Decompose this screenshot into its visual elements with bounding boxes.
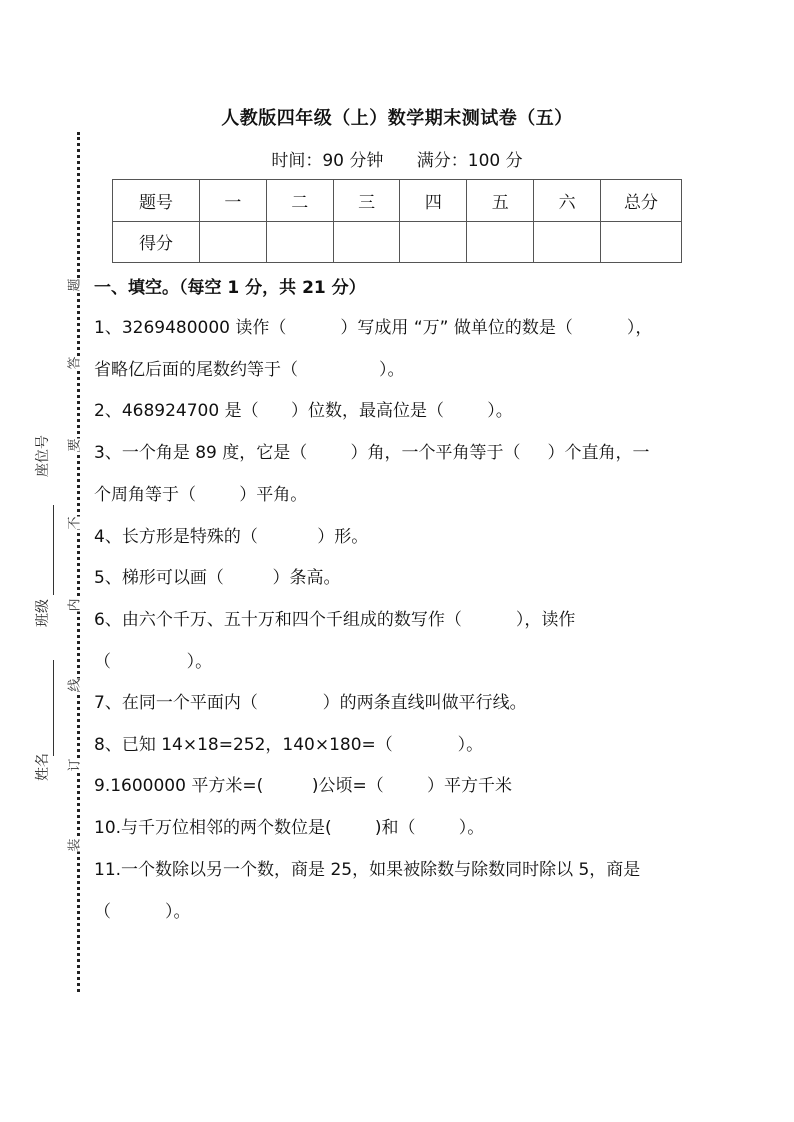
score-cell-col-6: 六 — [534, 180, 601, 222]
binding-char-4: 不 — [67, 516, 83, 530]
score-entry-2[interactable] — [266, 221, 333, 263]
binding-char-3: 要 — [67, 438, 83, 452]
binding-char-8: 装 — [67, 838, 83, 852]
binding-char-6: 线 — [67, 678, 83, 692]
score-table-header-row — [113, 180, 682, 222]
score-entry-total[interactable] — [601, 221, 682, 263]
score-cell-col-3: 三 — [333, 180, 400, 222]
score-cell-col-5: 五 — [467, 180, 534, 222]
exam-full-score: 满分：100 分 — [416, 151, 523, 171]
binding-char-2: 答 — [67, 356, 83, 370]
score-entry-6[interactable] — [534, 221, 601, 263]
class-label: 班级 — [35, 599, 51, 627]
score-entry-3[interactable] — [333, 221, 400, 263]
score-table — [112, 179, 682, 263]
section-heading-fill-blank: 一、填空。（每空 1 分，共 21 分） — [94, 278, 366, 298]
question-6-line-1: 6、由六个千万、五十万和四个千组成的数写作（ ），读作 — [94, 610, 576, 630]
question-11-line-1: 11.一个数除以另一个数，商是 25，如果被除数与除数同时除以 5，商是 — [94, 860, 641, 880]
seat-number-label: 座位号 — [35, 435, 51, 477]
binding-char-5: 内 — [67, 598, 83, 612]
question-1-line-1: 1、3269480000 读作（ ）写成用 “万” 做单位的数是（ ）， — [94, 318, 653, 338]
name-label: 姓名 — [35, 753, 51, 781]
score-table-score-row — [113, 221, 682, 263]
exam-info — [0, 146, 794, 171]
question-2: 2、468924700 是（ ）位数，最高位是（ ）。 — [94, 401, 513, 421]
score-entry-4[interactable] — [400, 221, 467, 263]
score-entry-1[interactable] — [200, 221, 267, 263]
score-entry-5[interactable] — [467, 221, 534, 263]
question-3-line-2: 个周角等于（ ）平角。 — [94, 485, 308, 505]
score-cell-label: 题号 — [113, 180, 200, 222]
question-10: 10.与千万位相邻的两个数位是( )和（ ）。 — [94, 818, 485, 838]
question-3-line-1: 3、一个角是 89 度，它是（ ）角，一个平角等于（ ）个直角，一 — [94, 443, 650, 463]
question-1-line-2: 省略亿后面的尾数约等于（ ）。 — [94, 360, 405, 380]
question-4: 4、长方形是特殊的（ ）形。 — [94, 527, 369, 547]
binding-dotted-line — [77, 132, 80, 992]
name-fill-line[interactable] — [53, 660, 54, 756]
score-cell-col-1: 一 — [200, 180, 267, 222]
score-cell-total: 总分 — [601, 180, 682, 222]
question-6-line-2: （ ）。 — [94, 652, 213, 672]
exam-time: 时间：90 分钟 — [271, 151, 384, 171]
score-cell-col-2: 二 — [266, 180, 333, 222]
question-5: 5、梯形可以画（ ）条高。 — [94, 568, 341, 588]
exam-title: 人教版四年级（上）数学期末测试卷（五） — [221, 108, 573, 129]
question-7: 7、在同一个平面内（ ）的两条直线叫做平行线。 — [94, 693, 527, 713]
binding-char-7: 订 — [67, 758, 83, 772]
question-9: 9.1600000 平方米=( )公顷=（ ）平方千米 — [94, 776, 512, 796]
binding-char-1: 题 — [67, 278, 83, 292]
question-11-line-2: （ ）。 — [94, 902, 191, 922]
question-8: 8、已知 14×18=252，140×180=（ ）。 — [94, 735, 484, 755]
score-cell-col-4: 四 — [400, 180, 467, 222]
score-row-label: 得分 — [113, 221, 200, 263]
class-fill-line[interactable] — [53, 505, 54, 595]
